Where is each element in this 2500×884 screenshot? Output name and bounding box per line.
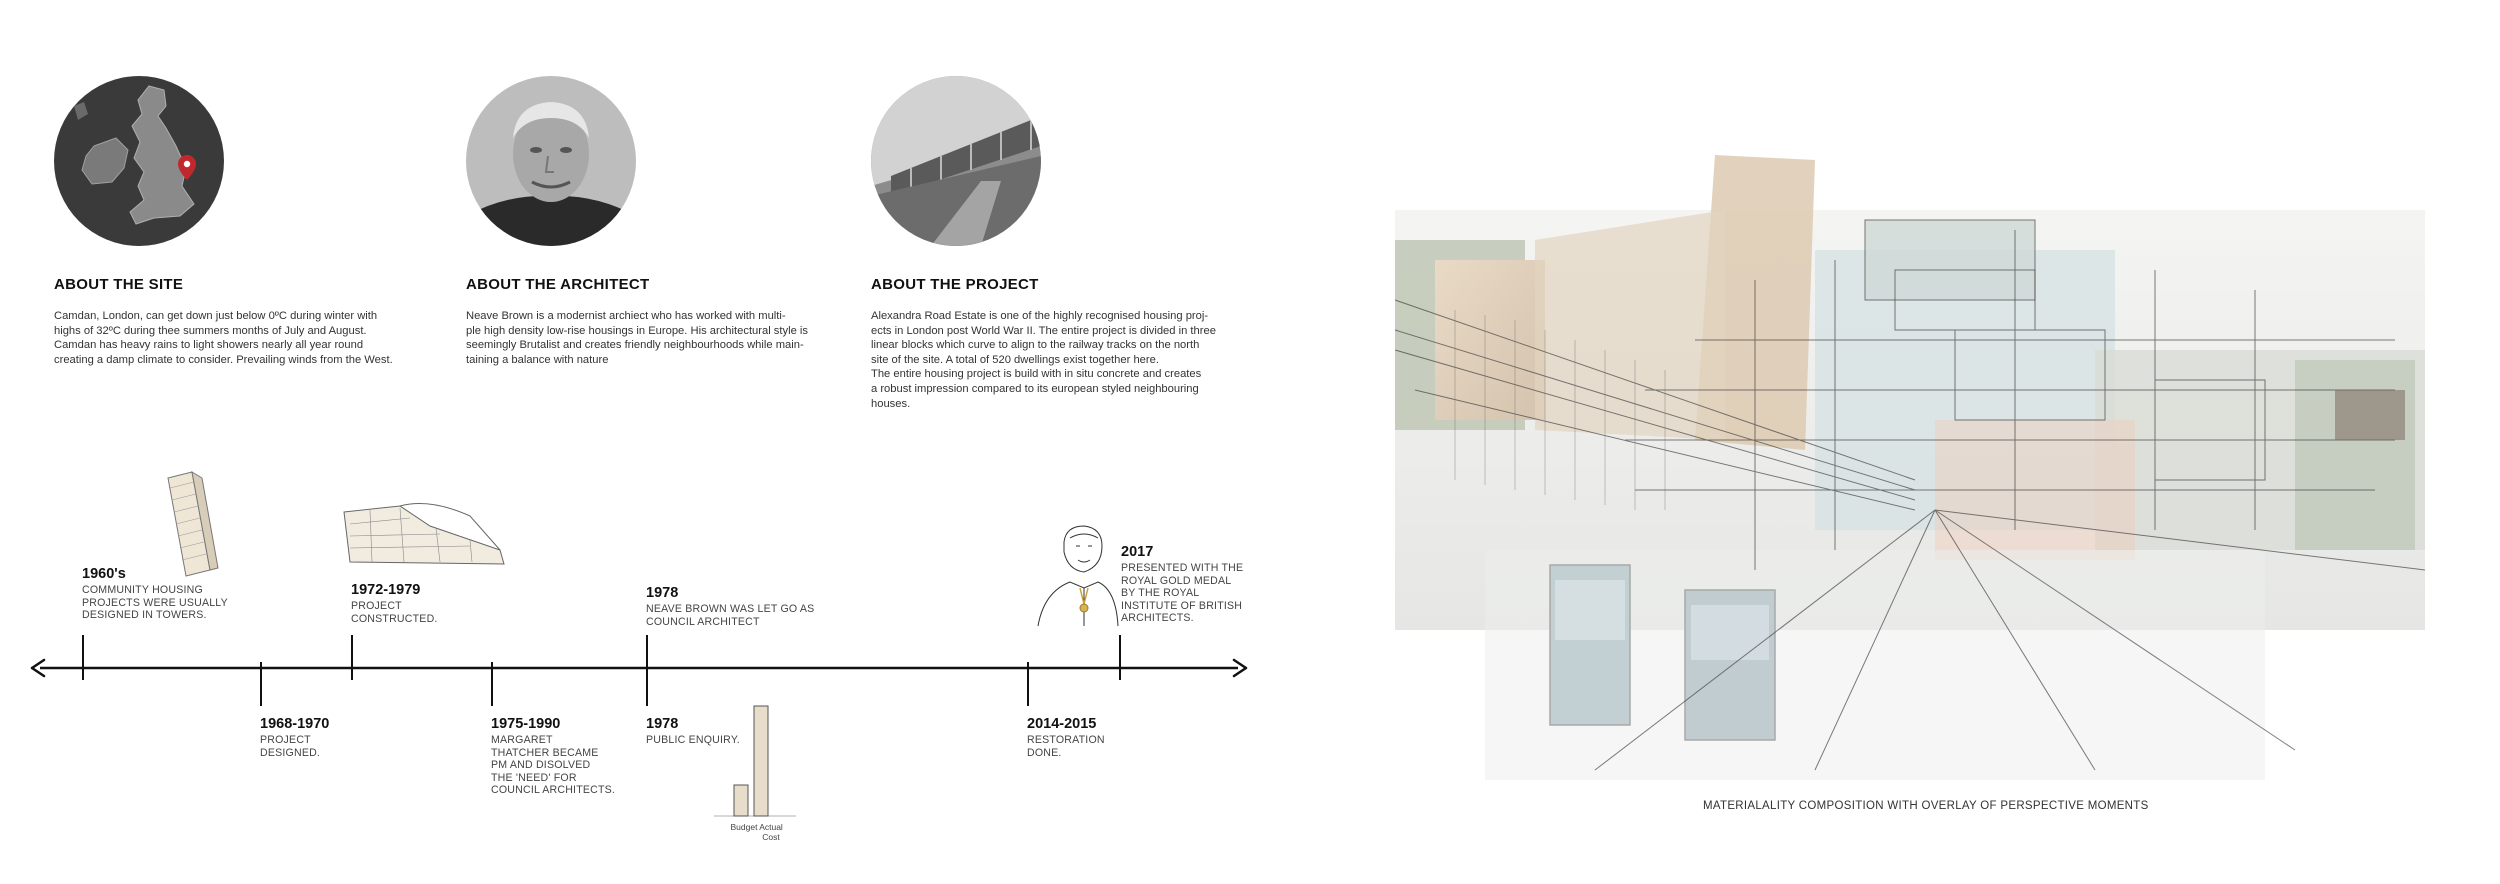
- event-1975-year: 1975-1990: [491, 716, 561, 732]
- event-2017-year: 2017: [1121, 544, 1154, 560]
- about-site-heading: ABOUT THE SITE: [54, 276, 184, 293]
- uk-map-image: [54, 76, 224, 246]
- event-1960-desc: COMMUNITY HOUSING PROJECTS WERE USUALLY DESIGNED IN TOWERS.: [82, 584, 228, 622]
- event-2014-desc: RESTORATION DONE.: [1027, 734, 1105, 759]
- event-1972-desc: PROJECT CONSTRUCTED.: [351, 600, 438, 625]
- timeline-tick-1975: [491, 662, 493, 706]
- timeline-tick-1968: [260, 662, 262, 706]
- project-photo: [871, 76, 1041, 246]
- event-1978a-year: 1978: [646, 585, 679, 601]
- event-1978a-desc: NEAVE BROWN WAS LET GO AS COUNCIL ARCHITECT: [646, 603, 815, 628]
- timeline-tick-1978b: [646, 662, 648, 706]
- event-1968-desc: PROJECT DESIGNED.: [260, 734, 321, 759]
- timeline-tick-1972: [351, 635, 353, 680]
- budget-label: Budget: [730, 822, 758, 832]
- architect-portrait: [466, 76, 636, 246]
- tower-sketch: [140, 470, 230, 580]
- timeline-tick-2014: [1027, 662, 1029, 706]
- event-1978b-year: 1978: [646, 716, 679, 732]
- timeline-tick-2017: [1119, 635, 1121, 680]
- actual-cost-bar: [754, 706, 768, 816]
- timeline-axis: [30, 656, 1250, 680]
- event-2017-desc: PRESENTED WITH THE ROYAL GOLD MEDAL BY THE ROYAL INSTITUTE OF BRITISH ARCHITECTS.: [1121, 562, 1244, 625]
- about-site-text: Camdan, London, can get down just below 0ºC during winter with highs of 32ºC during thee summers months of July and August. Camdan has heavy rains to light showers nearly all year round creating a damp climate to consider. Prevailing winds from the West.: [54, 310, 393, 366]
- event-1972-year: 1972-1979: [351, 582, 421, 598]
- event-2014-year: 2014-2015: [1027, 716, 1097, 732]
- about-architect-heading: ABOUT THE ARCHITECT: [466, 276, 650, 293]
- about-architect-text: Neave Brown is a modernist archiect who has worked with multi- ple high density low-rise housings in Europe. His architectural style is seemingly Brutalist and creates friendly neighbourhoods while main- taining a balance with nature: [466, 310, 808, 366]
- about-project-text: Alexandra Road Estate is one of the highly recognised housing proj- ects in London post World War II. The entire project is divided in three linear blocks which curve to align to the railway tracks on the north site of the site. A total of 520 dwellings exist together here. The entire housing project is build with in situ concrete and creates a robust impression compared to its european styled neighbouring houses.: [871, 310, 1216, 410]
- timeline-tick-1960: [82, 635, 84, 680]
- terrace-sketch: [340, 500, 510, 570]
- event-1968-year: 1968-1970: [260, 716, 330, 732]
- materiality-composition: [1395, 150, 2430, 780]
- about-project-heading: ABOUT THE PROJECT: [871, 276, 1039, 293]
- composition-caption: MATERIALALITY COMPOSITION WITH OVERLAY OF PERSPECTIVE MOMENTS: [1703, 800, 2149, 812]
- architect-sketch: [1030, 522, 1120, 628]
- budget-bar: [734, 785, 748, 816]
- event-1975-desc: MARGARET THATCHER BECAME PM AND DISOLVED THE 'NEED' FOR COUNCIL ARCHITECTS.: [491, 734, 616, 797]
- actual-cost-label: Actual Cost: [759, 822, 783, 842]
- event-1960-year: 1960's: [82, 566, 126, 582]
- event-1978b-desc: PUBLIC ENQUIRY.: [646, 734, 740, 746]
- cost-bar-chart: [710, 700, 800, 822]
